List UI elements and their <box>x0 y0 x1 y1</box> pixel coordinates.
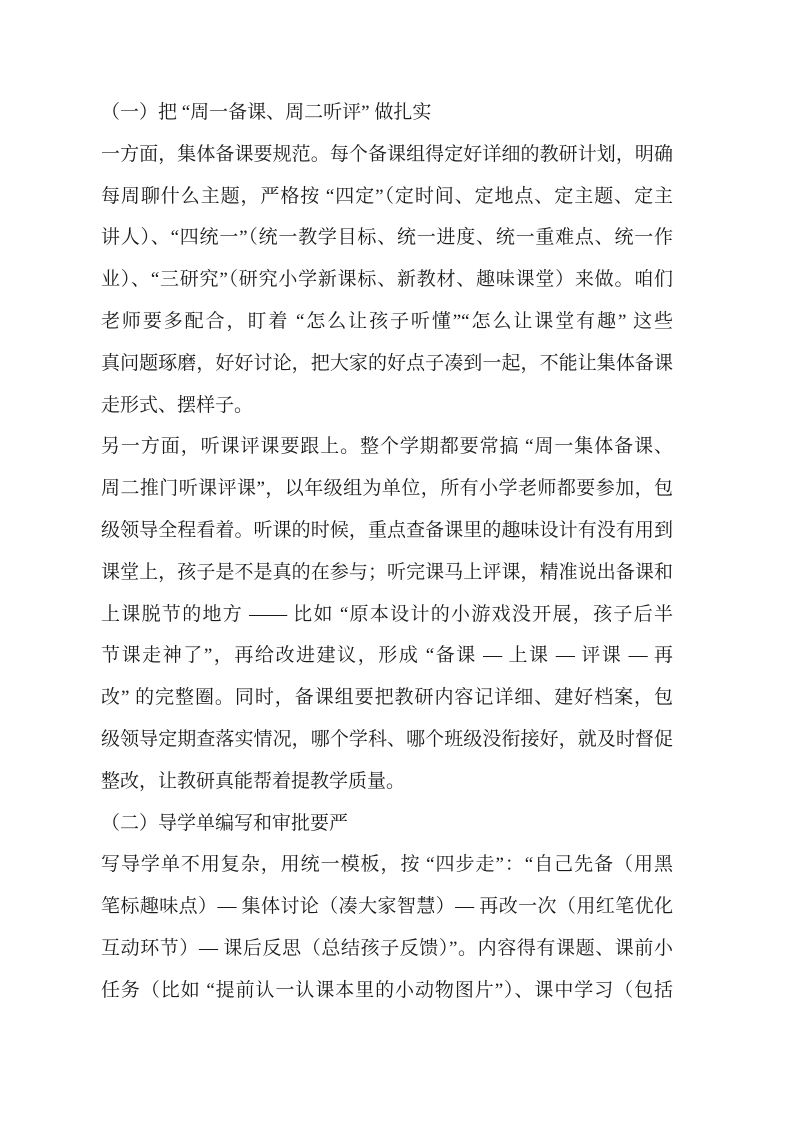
text-line: 改” 的完整圈。同时，备课组要把教研内容记详细、建好档案，包 <box>101 687 673 709</box>
text-line: （二）导学单编写和审批要严 <box>101 812 349 834</box>
text-line: 另一方面，听课评课要跟上。整个学期都要常搞 “周一集体备课、 <box>101 436 673 458</box>
text-line: 课堂上，孩子是不是真的在参与；听完课马上评课，精准说出备课和 <box>101 561 673 583</box>
paragraph <box>101 844 673 1011</box>
paragraph <box>101 426 673 802</box>
text-line: 上课脱节的地方 —— 比如 “原本设计的小游戏没开展，孩子后半 <box>101 603 673 625</box>
text-line: 互动环节）— 课后反思（总结孩子反馈）”。内容得有课题、课前小 <box>101 937 673 959</box>
text-line: 真问题琢磨，好好讨论，把大家的好点子凑到一起，不能让集体备课 <box>101 352 673 374</box>
text-line: 节课走神了”，再给改进建议，形成 “备课 — 上课 — 评课 — 再 <box>101 645 673 667</box>
section-heading <box>101 92 673 134</box>
text-line: 笔标趣味点）— 集体讨论（凑大家智慧）— 再改一次（用红笔优化 <box>101 896 673 918</box>
document-body <box>101 92 673 1012</box>
text-line: 整改，让教研真能帮着提教学质量。 <box>101 770 406 792</box>
text-line: 写导学单不用复杂，用统一模板，按 “四步走”：“自己先备（用黑 <box>101 854 673 876</box>
text-line: 周二推门听课评课”，以年级组为单位，所有小学老师都要参加，包 <box>101 478 673 500</box>
text-line: 老师要多配合，盯着 “怎么让孩子听懂”“怎么让课堂有趣” 这些 <box>101 310 673 332</box>
text-line: 业）、“三研究”（研究小学新课标、新教材、趣味课堂）来做。咱们 <box>101 269 673 291</box>
text-line: 任务（比如 “提前认一认课本里的小动物图片”）、课中学习（包括 <box>101 979 673 1001</box>
paragraph <box>101 134 673 427</box>
text-line: 每周聊什么主题，严格按 “四定”（定时间、定地点、定主题、定主 <box>101 185 673 207</box>
text-line: 级领导全程看着。听课的时候，重点查备课里的趣味设计有没有用到 <box>101 519 673 541</box>
text-line: 走形式、摆样子。 <box>101 394 254 416</box>
section-heading <box>101 803 673 845</box>
text-line: （一）把 “周一备课、周二听评” 做扎实 <box>101 102 432 123</box>
text-line: 级领导定期查落实情况，哪个学科、哪个班级没衔接好，就及时督促 <box>101 728 673 750</box>
text-line: 讲人）、“四统一”（统一教学目标、统一进度、统一重难点、统一作 <box>101 227 673 249</box>
text-line: 一方面，集体备课要规范。每个备课组得定好详细的教研计划，明确 <box>101 143 673 165</box>
